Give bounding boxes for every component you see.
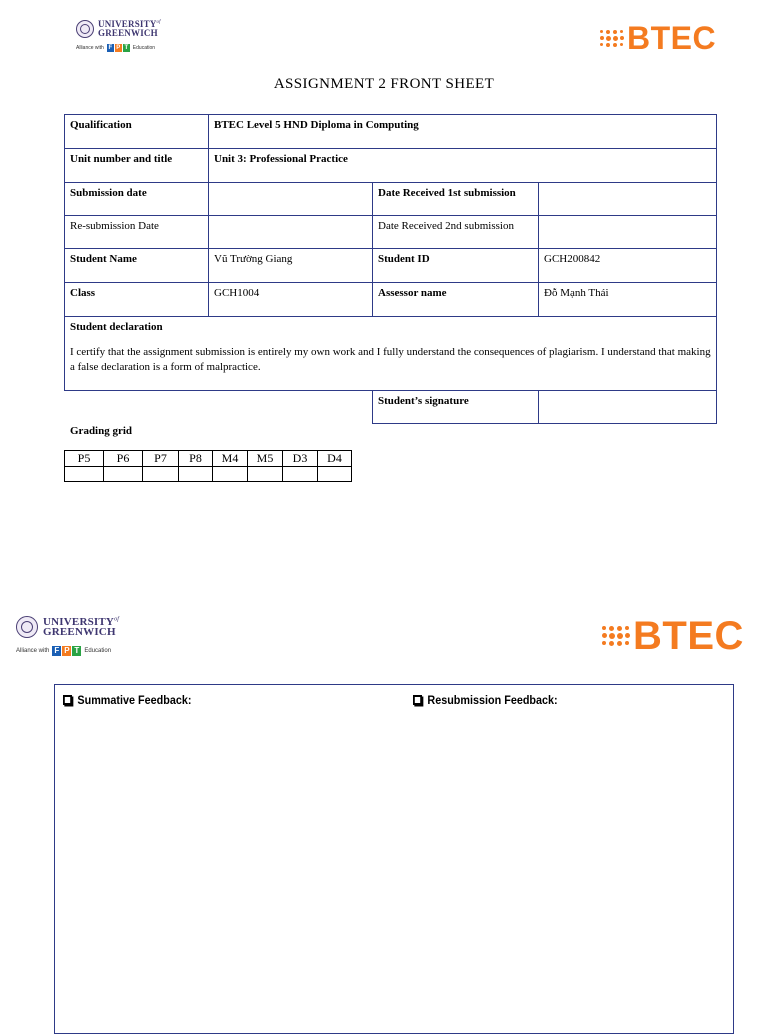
summative-feedback-label: Summative Feedback:: [77, 693, 192, 707]
grade-cell[interactable]: [104, 467, 143, 482]
grade-cell[interactable]: [213, 467, 248, 482]
unit-value: Unit 3: Professional Practice: [209, 149, 717, 183]
page-title: ASSIGNMENT 2 FRONT SHEET: [273, 76, 495, 92]
student-declaration: [65, 317, 717, 391]
university-logo: [16, 616, 119, 656]
date-received-1-label: Date Received 1st submission: [373, 183, 539, 216]
grade-header: P8: [179, 451, 213, 467]
qualification-label: Qualification: [65, 115, 209, 149]
alliance-prefix: Alliance with: [16, 648, 50, 654]
class-value: GCH1004: [209, 283, 373, 317]
declaration-text: I certify that the assignment submission is entirely my own work and I fully understand the consequences of plagiarism. I understand that making a false declaration is a form of malpractice.: [70, 346, 711, 373]
resubmission-feedback-label: Resubmission Feedback:: [427, 693, 558, 707]
university-seal-icon: [76, 20, 94, 38]
signature-field[interactable]: [539, 391, 717, 424]
grade-header: D3: [283, 451, 318, 467]
student-name-label: Student Name: [65, 249, 209, 283]
grade-header: D4: [318, 451, 352, 467]
btec-logo: [600, 22, 716, 54]
btec-dots-icon: [600, 30, 624, 47]
alliance-suffix: Education: [84, 648, 112, 654]
resubmission-feedback-header: [413, 693, 558, 707]
grade-header: P6: [104, 451, 143, 467]
declaration-label: Student declaration: [70, 321, 163, 333]
date-received-2-label: Date Received 2nd submission: [373, 216, 539, 249]
summative-checkbox-icon[interactable]: [63, 695, 72, 705]
student-id-label: Student ID: [373, 249, 539, 283]
grading-grid-title: Grading grid: [70, 425, 133, 437]
class-label: Class: [65, 283, 209, 317]
grade-cell[interactable]: [179, 467, 213, 482]
university-name-line2: GREENWICH: [98, 28, 158, 38]
assessor-value: Đỗ Mạnh Thái: [539, 283, 717, 317]
feedback-box: [54, 684, 734, 1034]
grade-cell[interactable]: [248, 467, 283, 482]
unit-label: Unit number and title: [65, 149, 209, 183]
student-id-value: GCH200842: [539, 249, 717, 283]
grade-cell[interactable]: [318, 467, 352, 482]
submission-date-field[interactable]: [209, 183, 373, 216]
grade-cell[interactable]: [65, 467, 104, 482]
btec-dots-icon: [602, 626, 630, 646]
grade-header: P5: [65, 451, 104, 467]
signature-spacer: [65, 391, 373, 424]
university-name-line1: UNIVERSITY: [98, 19, 157, 30]
grade-header: M4: [213, 451, 248, 467]
btec-logo: [602, 616, 744, 656]
grading-grid: [64, 450, 352, 482]
front-sheet-table: [64, 114, 717, 424]
qualification-value: BTEC Level 5 HND Diploma in Computing: [209, 115, 717, 149]
resubmission-checkbox-icon[interactable]: [413, 695, 422, 705]
alliance-prefix: Alliance with: [76, 45, 104, 51]
btec-wordmark: BTEC: [627, 20, 717, 56]
summative-feedback-header: [63, 693, 191, 707]
btec-wordmark: BTEC: [633, 614, 744, 658]
university-name-line1: UNIVERSITY: [43, 615, 115, 628]
date-received-2-field[interactable]: [539, 216, 717, 249]
grade-header: P7: [143, 451, 179, 467]
resubmission-date-field[interactable]: [209, 216, 373, 249]
submission-date-label: Submission date: [65, 183, 209, 216]
fpt-logo-icon: F P T: [52, 646, 81, 656]
date-received-1-field[interactable]: [539, 183, 717, 216]
university-name-line2: GREENWICH: [43, 626, 116, 638]
resubmission-date-label: Re-submission Date: [65, 216, 209, 249]
grade-cell[interactable]: [143, 467, 179, 482]
alliance-suffix: Education: [132, 45, 156, 51]
grade-header: M5: [248, 451, 283, 467]
university-name-of: of: [156, 20, 161, 26]
student-name-value: Vũ Trường Giang: [209, 249, 373, 283]
signature-label: Student’s signature: [373, 391, 539, 424]
fpt-logo-icon: F P T: [108, 45, 129, 51]
university-seal-icon: [16, 616, 38, 638]
assessor-label: Assessor name: [373, 283, 539, 317]
university-logo: [76, 20, 161, 52]
university-name-of: of: [114, 615, 120, 622]
grade-cell[interactable]: [283, 467, 318, 482]
